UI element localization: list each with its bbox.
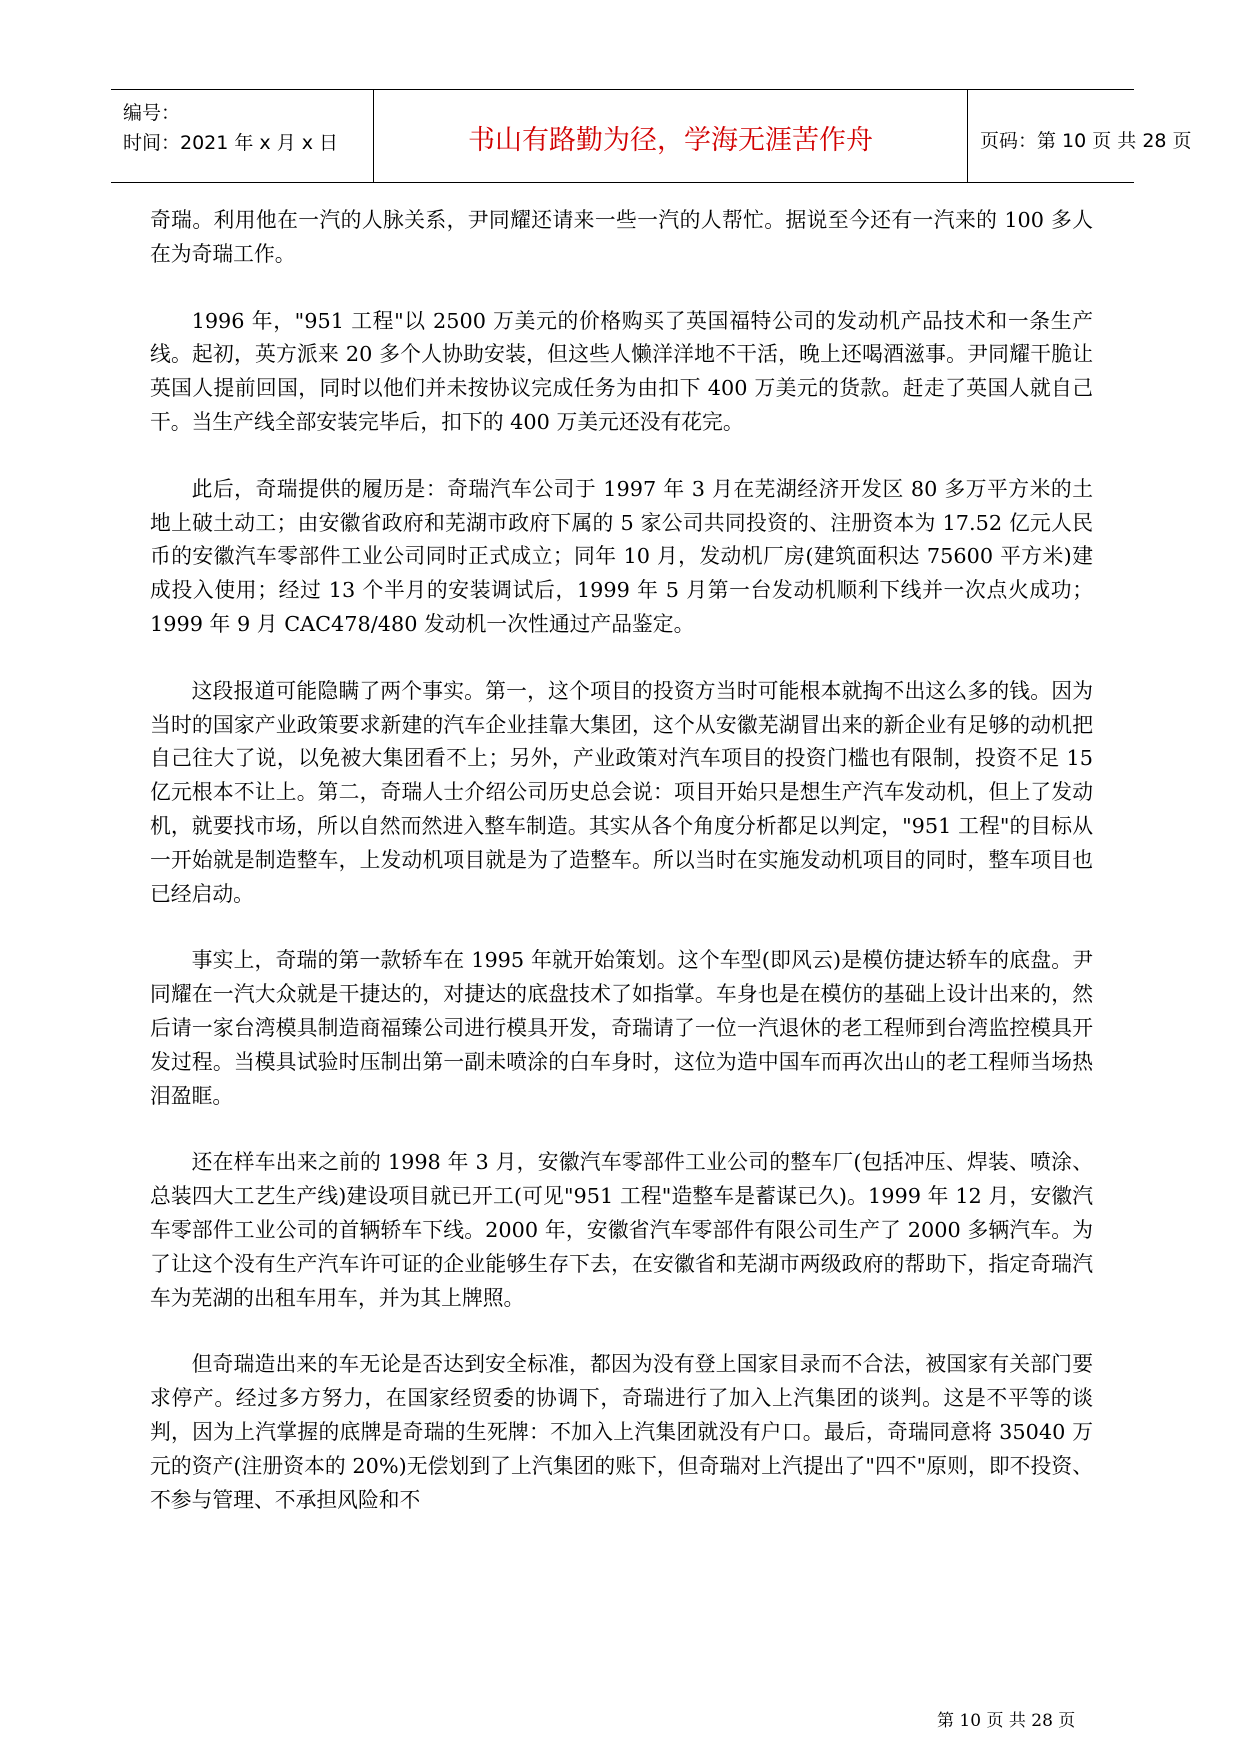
paragraph-continuation: 奇瑞。利用他在一汽的人脉关系，尹同耀还请来一些一汽的人帮忙。据说至今还有一汽来的 100 多人在为奇瑞工作。 — [150, 208, 1093, 266]
document-body — [150, 204, 1093, 1550]
page-header — [111, 89, 1192, 183]
paragraph: 此后，奇瑞提供的履历是：奇瑞汽车公司于 1997 年 3 月在芜湖经济开发区 80 多万平方米的土地上破土动工；由安徽省政府和芜湖市政府下属的 5 家公司共同投资的、注册资本为 17.52 亿元人民币的安徽汽车零部件工业公司同时正式成立；同年 10 月，发动机厂房(建筑面积达 75600 平方米)建成投入使用；经过 13 个半月的安装调试后，1999 年 5 月第一台发动机顺利下线并一次点火成功；1999 年 9 月 CAC478/480 发动机一次性通过产品鉴定。 — [150, 476, 1093, 636]
header-info-cell — [111, 90, 373, 182]
paragraph: 但奇瑞造出来的车无论是否达到安全标准，都因为没有登上国家目录而不合法，被国家有关部门要求停产。经过多方努力，在国家经贸委的协调下，奇瑞进行了加入上汽集团的谈判。这是不平等的谈判，因为上汽掌握的底牌是奇瑞的生死牌：不加入上汽集团就没有户口。最后，奇瑞同意将 35040 万元的资产(注册资本的 20%)无偿划到了上汽集团的账下，但奇瑞对上汽提出了"四不"原则，即不投资、不参与管理、不承担风险和不 — [150, 1352, 1093, 1512]
document-number-label: 编号： — [123, 102, 181, 124]
paragraph: 还在样车出来之前的 1998 年 3 月，安徽汽车零部件工业公司的整车厂(包括冲压、焊装、喷涂、总装四大工艺生产线)建设项目就已开工(可见"951 工程"造整车是蓄谋已久)。1999 年 12 月，安徽汽车零部件工业公司的首辆轿车下线。2000 年，安徽省汽车零部件有限公司生产了 2000 多辆汽车。为了让这个没有生产汽车许可证的企业能够生存下去，在安徽省和芜湖市两级政府的帮助下，指定奇瑞汽车为芜湖的出租车用车，并为其上牌照。 — [150, 1150, 1093, 1310]
page-footer-number: 第 10 页 共 28 页 — [937, 1711, 1076, 1731]
document-date-label: 时间：2021 年 x 月 x 日 — [123, 132, 339, 154]
header-page-cell — [968, 90, 1192, 182]
paragraph: 1996 年，"951 工程"以 2500 万美元的价格购买了英国福特公司的发动机产品技术和一条生产线。起初，英方派来 20 多个人协助安装，但这些人懒洋洋地不干活，晚上还喝酒滋事。尹同耀干脆让英国人提前回国，同时以他们并未按协议完成任务为由扣下 400 万美元的货款。赶走了英国人就自己干。当生产线全部安装完毕后，扣下的 400 万美元还没有花完。 — [150, 308, 1093, 434]
paragraph: 事实上，奇瑞的第一款轿车在 1995 年就开始策划。这个车型(即风云)是模仿捷达轿车的底盘。尹同耀在一汽大众就是干捷达的，对捷达的底盘技术了如指掌。车身也是在模仿的基础上设计出来的，然后请一家台湾模具制造商福臻公司进行模具开发，奇瑞请了一位一汽退休的老工程师到台湾监控模具开发过程。当模具试验时压制出第一副未喷涂的白车身时，这位为造中国车而再次出山的老工程师当场热泪盈眶。 — [150, 948, 1093, 1108]
header-motto-cell — [373, 90, 968, 182]
header-motto: 书山有路勤为径，学海无涯苦作舟 — [468, 125, 873, 156]
paragraph: 这段报道可能隐瞒了两个事实。第一，这个项目的投资方当时可能根本就掏不出这么多的钱。因为当时的国家产业政策要求新建的汽车企业挂靠大集团，这个从安徽芜湖冒出来的新企业有足够的动机把自己往大了说，以免被大集团看不上；另外，产业政策对汽车项目的投资门槛也有限制，投资不足 15 亿元根本不让上。第二，奇瑞人士介绍公司历史总会说：项目开始只是想生产汽车发动机，但上了发动机，就要找市场，所以自然而然进入整车制造。其实从各个角度分析都足以判定，"951 工程"的目标从一开始就是制造整车，上发动机项目就是为了造整车。所以当时在实施发动机项目的同时，整车项目也已经启动。 — [150, 678, 1093, 906]
header-page-info: 页码：第 10 页 共 28 页 — [980, 130, 1192, 152]
